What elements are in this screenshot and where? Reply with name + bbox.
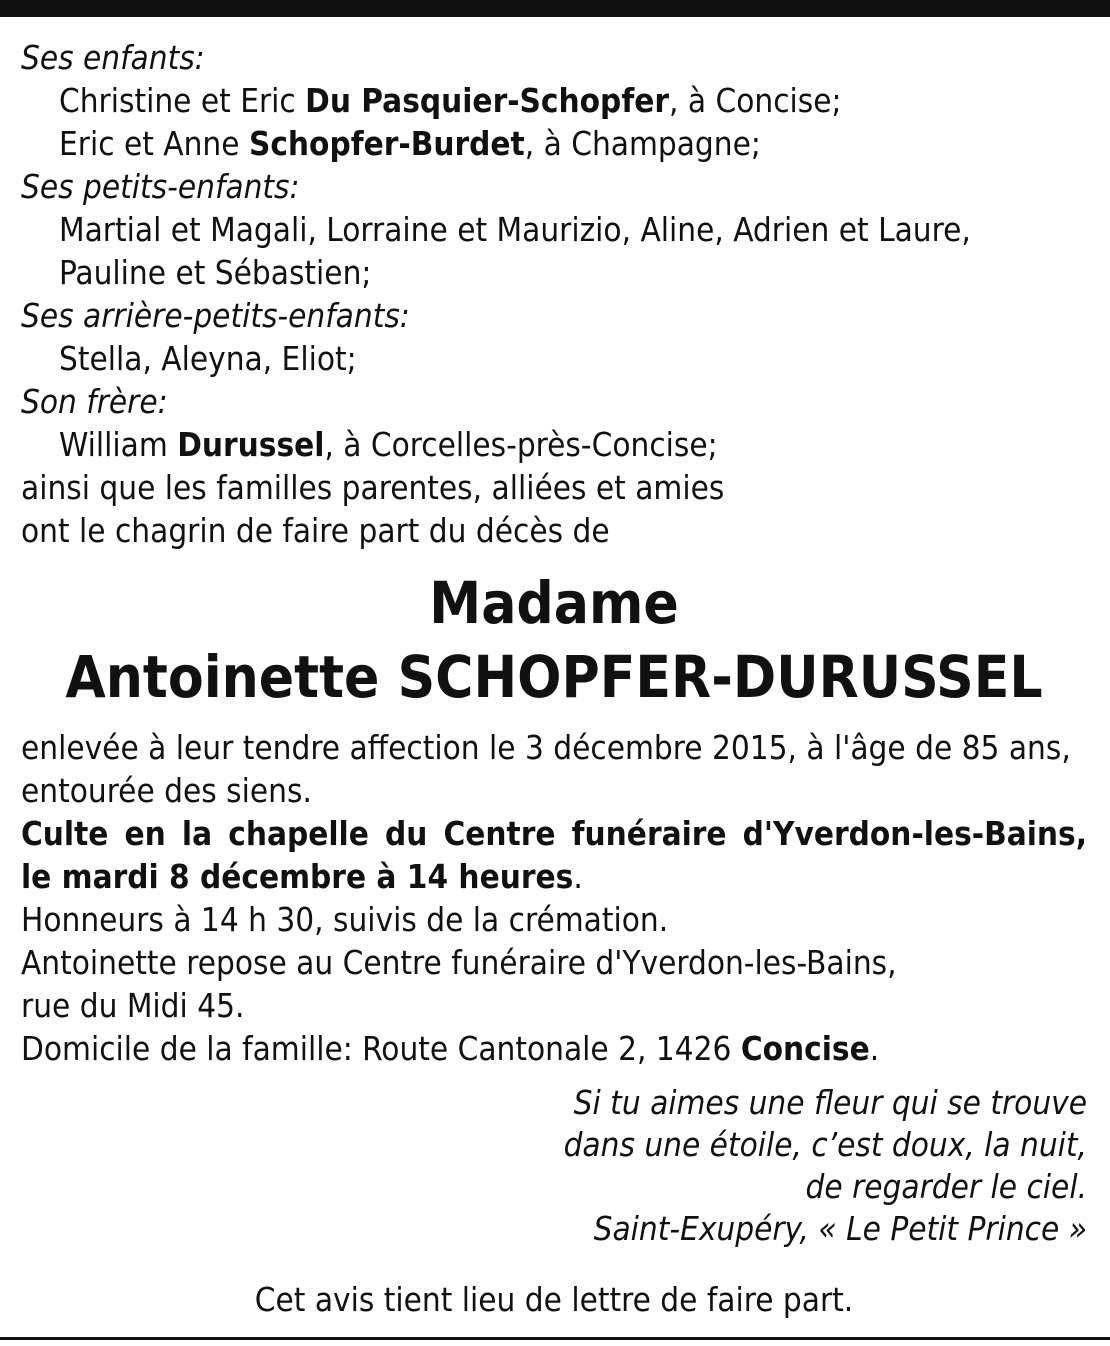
brother-suffix: , à Corcelles-près-Concise; (324, 425, 718, 464)
rest-line-2: rue du Midi 45. (21, 986, 245, 1025)
great-grandchildren-heading: Ses arrière-petits-enfants: (21, 296, 410, 335)
child-1-suffix: , à Concise; (669, 81, 842, 120)
deceased-name: Antoinette SCHOPFER-DURUSSEL (65, 643, 1043, 711)
honours-line: Honneurs à 14 h 30, suivis de la crémation. (21, 900, 669, 939)
intro-line-1: ainsi que les familles parentes, alliées et amies (21, 468, 725, 507)
grandchildren-heading: Ses petits-enfants: (21, 167, 300, 206)
brother-heading: Son frère: (21, 382, 168, 421)
grandchildren-line-1: Martial et Magali, Lorraine et Maurizio, Aline, Adrien et Laure, (59, 210, 971, 249)
child-1-name: Du Pasquier-Schopfer (305, 81, 670, 120)
service-line-end: . (573, 857, 583, 896)
quote-line-3: de regarder le ciel. (805, 1167, 1087, 1206)
child-2-line (21, 122, 1087, 165)
children-heading: Ses enfants: (21, 38, 205, 77)
child-2-prefix: Eric et Anne (59, 124, 249, 163)
top-border (0, 0, 1110, 17)
bottom-border (0, 1337, 1110, 1340)
quote-block (21, 1082, 1087, 1250)
domicile-town: Concise (740, 1029, 870, 1068)
child-1-prefix: Christine et Eric (59, 81, 306, 120)
death-line-1: enlevée à leur tendre affection le 3 décembre 2015, à l'âge de 85 ans, (21, 728, 1071, 767)
death-line-2: entourée des siens. (21, 771, 312, 810)
quote-line-2: dans une étoile, c’est doux, la nuit, (563, 1125, 1087, 1164)
quote-attribution: Saint-Exupéry, « Le Petit Prince » (593, 1209, 1087, 1248)
footer-note: Cet avis tient lieu de lettre de faire part. (254, 1280, 854, 1319)
great-grandchildren-line: Stella, Aleyna, Eliot; (59, 339, 357, 378)
service-line-1: Culte en la chapelle du Centre funéraire d'Yverdon-les-Bains, (21, 814, 1087, 853)
grandchildren-line-2: Pauline et Sébastien; (59, 253, 372, 292)
domicile-prefix: Domicile de la famille: Route Cantonale 2, 1426 (21, 1029, 741, 1068)
brother-line (21, 423, 1087, 466)
child-2-name: Schopfer-Burdet (248, 124, 525, 163)
service-date: le mardi 8 décembre à 14 heures (21, 857, 574, 896)
child-2-suffix: , à Champagne; (524, 124, 761, 163)
rest-line-1: Antoinette repose au Centre funéraire d'Yverdon-les-Bains, (21, 943, 897, 982)
deceased-title: Madame (429, 569, 679, 637)
brother-name: Durussel (177, 425, 325, 464)
child-1-line (21, 79, 1087, 122)
service-line-2 (21, 855, 1087, 898)
quote-line-1: Si tu aimes une fleur qui se trouve (573, 1083, 1087, 1122)
domicile-line (21, 1027, 1087, 1070)
domicile-end: . (869, 1029, 880, 1068)
brother-prefix: William (59, 425, 178, 464)
intro-line-2: ont le chagrin de faire part du décès de (21, 511, 610, 550)
obituary-notice (21, 36, 1087, 1321)
